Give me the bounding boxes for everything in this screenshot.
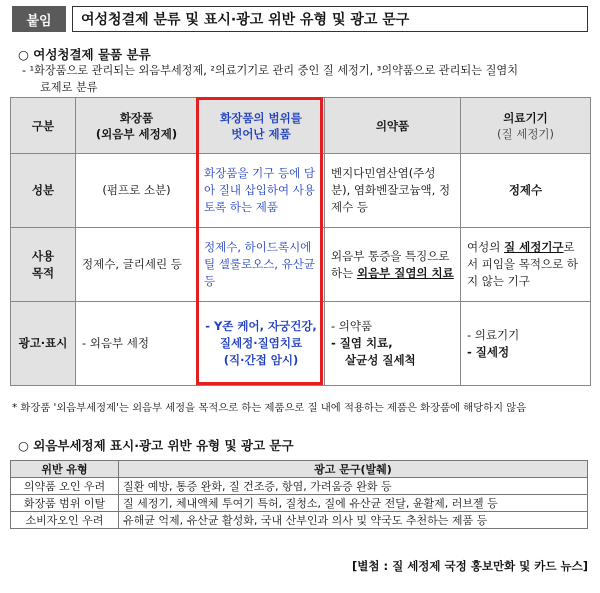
ad-medicine-line3: 살균성 질세척 [345, 353, 416, 367]
row-label-purpose-line2: 목적 [31, 265, 55, 280]
table-row-ad [11, 302, 591, 386]
ad-medicine-line1: - 의약품 [331, 319, 373, 333]
header-outside-line2: 벗어난 제품 [231, 126, 291, 141]
header-category: 구분 [11, 98, 76, 154]
header-device-line1: 의료기기 [503, 110, 548, 125]
violation-header-phrase: 광고 문구(발췌) [119, 461, 588, 478]
document-header [12, 6, 588, 32]
row-label-purpose-line1: 사용 [31, 248, 55, 263]
ad-medicine-line2: - 질염 치료, [331, 336, 393, 350]
section1-line1: - ¹화장품으로 관리되는 외음부세정제, ²의료기기로 관리 중인 질 세정기, ³의약품으로 관리되는 질염치 [22, 64, 519, 77]
section1-line2: 료제로 분류 [40, 81, 98, 94]
document-title: 여성청결제 분류 및 표시·광고 위반 유형 및 광고 문구 [72, 6, 588, 32]
purpose-device-emphasis: 질 세정기구 [503, 240, 564, 254]
violation-type: 의약품 오인 우려 [11, 478, 119, 495]
cell-ad-cosmetic: - 외음부 세정 [76, 302, 198, 386]
violation-phrase: 질 세정기, 체내액체 투여기 특허, 질청소, 질에 유산균 전달, 윤활제, 러브젤 등 [119, 495, 588, 512]
ad-outside-line3: (직·간접 암시) [223, 353, 299, 367]
header-device-line2: (질 세정기) [496, 126, 555, 141]
purpose-medicine-text: 외음부 통증을 특징으로 하는 [331, 248, 450, 280]
cell-ingredient-outside: 화장품을 기구 등에 담아 질내 삽입하여 사용토록 하는 제품 [198, 154, 325, 228]
purpose-device-text: 여성의 [467, 240, 504, 254]
table-row-ingredient [11, 154, 591, 228]
ad-outside-line1: - Y존 케어, 자궁건강, [205, 319, 317, 333]
header-medicine: 의약품 [325, 98, 461, 154]
violation-table [10, 460, 588, 529]
row-label-ingredient: 성분 [11, 154, 76, 228]
table-row-purpose [11, 228, 591, 302]
cell-purpose-medicine [325, 228, 461, 302]
cell-ingredient-medicine: 벤지다민염산염(주성분), 염화벤잘코늄액, 정제수 등 [325, 154, 461, 228]
violation-header-row [11, 461, 588, 478]
header-cosmetic [76, 98, 198, 154]
section1-heading: ○ 여성청결제 물품 분류 [18, 47, 151, 62]
classification-table [10, 97, 591, 386]
footnote: * 화장품 '외음부세정제'는 외음부 세정을 목적으로 하는 제품으로 질 내에 적용하는 제품은 화장품에 해당하지 않음 [12, 402, 527, 414]
header-cosmetic-line2: (외음부 세정제) [95, 126, 178, 141]
ad-device-line2: - 질세정 [467, 344, 510, 359]
table-row [11, 495, 588, 512]
cell-ad-outside [198, 302, 325, 386]
violation-type: 소비자오인 우려 [11, 512, 119, 529]
violation-header-type: 위반 유형 [11, 461, 119, 478]
header-outside-line1: 화장품의 범위를 [220, 110, 302, 125]
violation-type: 화장품 범위 이탈 [11, 495, 119, 512]
cell-ingredient-device: 정제수 [461, 154, 591, 228]
ad-outside-line2: 질세정·질염치료 [219, 336, 303, 350]
purpose-device-tail: 로서 피임을 목적으로 하지 않는 기구 [467, 240, 578, 288]
table-row [11, 478, 588, 495]
header-device [461, 98, 591, 154]
section2-heading: ○ 외음부세정제 표시·광고 위반 유형 및 광고 문구 [18, 438, 294, 453]
header-cosmetic-line1: 화장품 [119, 110, 154, 125]
table-header-row [11, 98, 591, 154]
cell-purpose-outside: 정제수, 하이드록시에틸 셀룰로오스, 유산균 등 [198, 228, 325, 302]
cell-purpose-cosmetic: 정제수, 글리세린 등 [76, 228, 198, 302]
cell-ad-device [461, 302, 591, 386]
table-row [11, 512, 588, 529]
cell-purpose-device [461, 228, 591, 302]
violation-phrase: 유해균 억제, 유산균 활성화, 국내 산부인과 의사 및 약국도 추천하는 제품 등 [119, 512, 588, 529]
cell-ingredient-cosmetic: (펌프로 소분) [76, 154, 198, 228]
ad-device-line1: - 의료기기 [467, 327, 520, 342]
row-label-purpose [11, 228, 76, 302]
purpose-medicine-emphasis: 외음부 질염의 치료 [356, 265, 454, 280]
cell-ad-medicine [325, 302, 461, 386]
source-note: [별첨 : 질 세정제 국정 홍보만화 및 카드 뉴스] [352, 559, 588, 573]
row-label-ad: 광고·표시 [11, 302, 76, 386]
attachment-badge: 붙임 [12, 6, 66, 32]
violation-phrase: 질환 예방, 통증 완화, 질 건조증, 항염, 가려움증 완화 등 [119, 478, 588, 495]
header-outside-scope [198, 98, 325, 154]
